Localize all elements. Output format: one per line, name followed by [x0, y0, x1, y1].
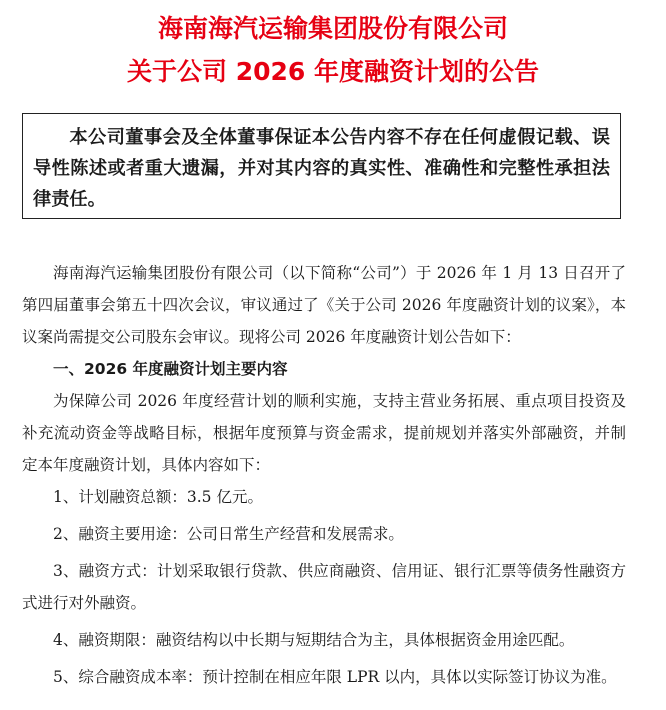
plan-item-amount: 1、计划融资总额：3.5 亿元。 — [53, 488, 263, 506]
section-heading: 一、2026 年度融资计划主要内容 — [53, 360, 288, 378]
announcement-body — [22, 257, 626, 693]
plan-item-cost: 5、综合融资成本率：预计控制在相应年限 LPR 以内，具体以实际签订协议为准。 — [53, 668, 617, 686]
announcement-title: 关于公司 2026 年度融资计划的公告 — [127, 57, 539, 86]
company-title: 海南海汽运输集团股份有限公司 — [157, 14, 508, 43]
plan-item-purpose: 2、融资主要用途：公司日常生产经营和发展需求。 — [53, 525, 404, 543]
plan-item-method: 3、融资方式：计划采取银行贷款、供应商融资、信用证、银行汇票等债务性融资方式进行对外融资。 — [22, 562, 626, 612]
disclaimer-box — [22, 113, 621, 219]
intro-paragraph: 海南海汽运输集团股份有限公司（以下简称“公司”）于 2026 年 1 月 13 日召开了第四届董事会第五十四次会议，审议通过了《关于公司 2026 年度融资计划的议案》，本议案尚需提交公司股东会审议。现将公司 2026 年度融资计划公告如下： — [22, 264, 626, 346]
plan-item-list — [22, 481, 626, 693]
section-paragraph: 为保障公司 2026 年度经营计划的顺利实施，支持主营业务拓展、重点项目投资及补充流动资金等战略目标，根据年度预算与资金需求，提前规划并落实外部融资，并制定本年度融资计划，具体内容如下： — [22, 392, 626, 474]
plan-item-term: 4、融资期限：融资结构以中长期与短期结合为主，具体根据资金用途匹配。 — [53, 631, 575, 649]
disclaimer-text: 本公司董事会及全体董事保证本公告内容不存在任何虚假记载、误导性陈述或者重大遗漏，并对其内容的真实性、准确性和完整性承担法律责任。 — [33, 127, 610, 210]
